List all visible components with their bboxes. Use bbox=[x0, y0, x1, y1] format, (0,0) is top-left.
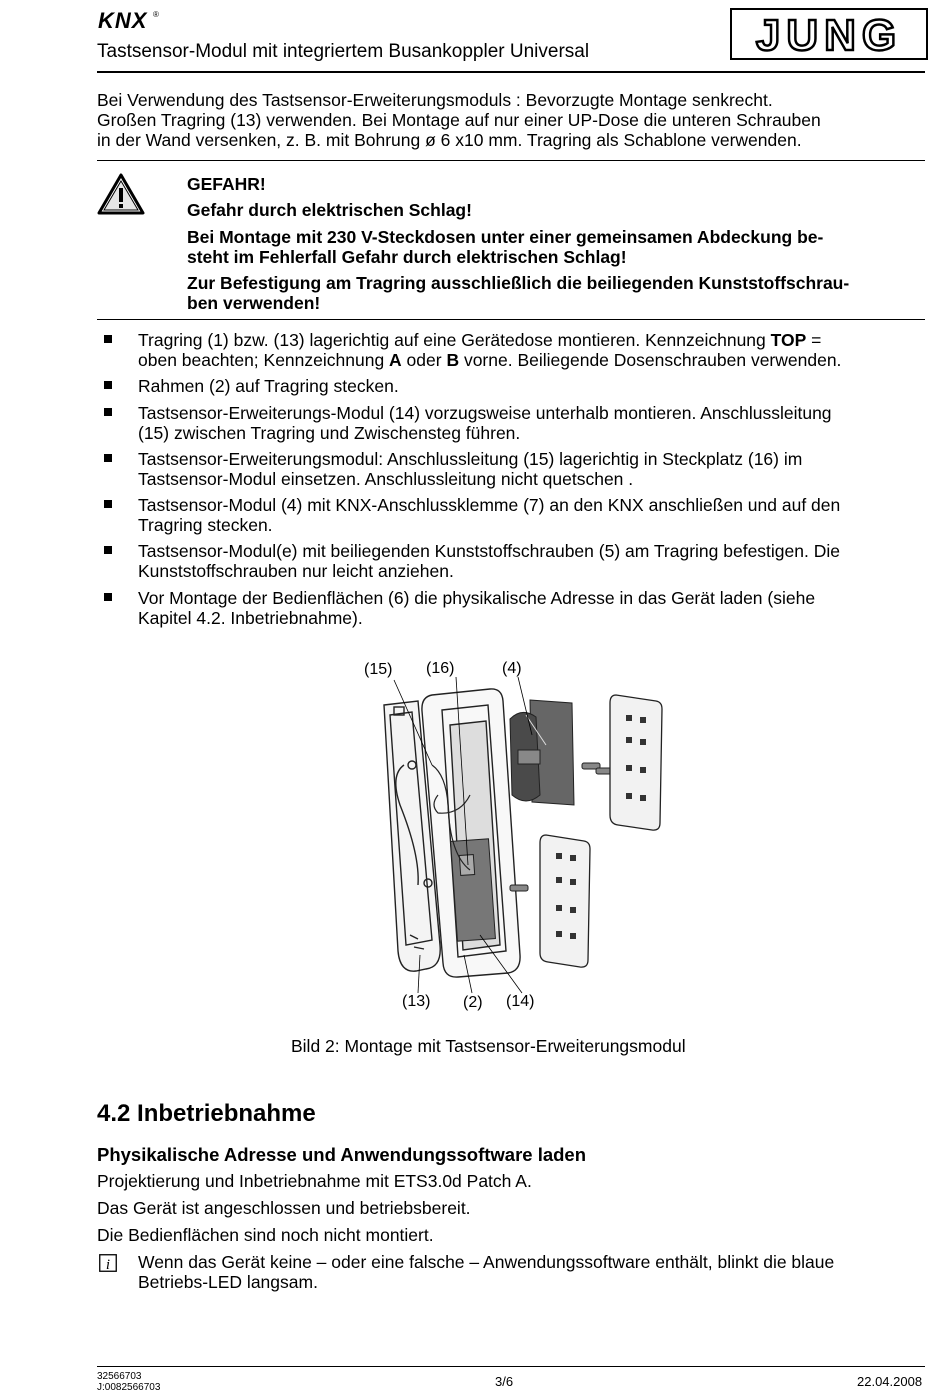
knx-logo-text: KNX bbox=[98, 8, 148, 32]
section-line: Die Bedienflächen sind noch nicht montiert. bbox=[97, 1225, 434, 1245]
bullet-icon bbox=[104, 593, 112, 601]
footer-doc-no: 32566703 bbox=[97, 1371, 142, 1382]
list-item: Tragring (1) bzw. (13) lagerichtig auf eine Gerätedose montieren. Kennzeichnung TOP = oben beachten; Kennzeichnung A oder B vorne. Beiliegende Dosenschrauben verwenden. bbox=[138, 330, 842, 370]
warning-block bbox=[187, 174, 849, 313]
bullet-icon bbox=[104, 546, 112, 554]
footer-date: 22.04.2008 bbox=[857, 1374, 923, 1389]
jung-logo bbox=[730, 8, 928, 60]
figure-caption: Bild 2: Montage mit Tastsensor-Erweiterungsmodul bbox=[291, 1036, 686, 1056]
footer-rule bbox=[97, 1366, 925, 1367]
knx-logo bbox=[97, 6, 167, 32]
svg-text:i: i bbox=[105, 1257, 111, 1272]
intro-line: Bei Verwendung des Tastsensor-Erweiterungsmoduls : Bevorzugte Montage senkrecht. bbox=[97, 90, 773, 110]
bullet-icon bbox=[104, 335, 112, 343]
section-line: Das Gerät ist angeschlossen und betriebsbereit. bbox=[97, 1198, 471, 1218]
list-item: Rahmen (2) auf Tragring stecken. bbox=[138, 376, 399, 396]
header-rule bbox=[97, 71, 925, 73]
figure-label-15: (15) bbox=[364, 661, 393, 678]
bullet-icon bbox=[104, 500, 112, 508]
sensor-module-drawing bbox=[510, 700, 574, 805]
knx-logo-graphic bbox=[97, 6, 167, 32]
list-item: Tastsensor-Erweiterungsmodul: Anschlussleitung (15) lagerichtig in Steckplatz (16) im Tastsensor-Modul einsetzen. Anschlussleitung nicht quetschen . bbox=[138, 449, 803, 489]
assembly-figure bbox=[360, 655, 680, 1025]
section-heading: 4.2 Inbetriebnahme bbox=[97, 1100, 316, 1127]
list-item: Tastsensor-Modul (4) mit KNX-Anschlussklemme (7) an den KNX anschließen und auf den Tragring stecken. bbox=[138, 495, 841, 535]
footer-job-no: J:0082566703 bbox=[97, 1382, 161, 1393]
figure-label-4: (4) bbox=[502, 660, 522, 677]
intro-line: in der Wand versenken, z. B. mit Bohrung ø 6 x10 mm. Tragring als Schablone verwenden. bbox=[97, 130, 802, 150]
figure-label-14: (14) bbox=[506, 993, 535, 1010]
list-item: Tastsensor-Erweiterungs-Modul (14) vorzugsweise unterhalb montieren. Anschlussleitung (15) zwischen Tragring und Zwischensteg führen. bbox=[138, 403, 832, 443]
header-title: Tastsensor-Modul mit integriertem Busankoppler Universal bbox=[97, 41, 590, 62]
svg-text:®: ® bbox=[153, 10, 159, 19]
section-subheading: Physikalische Adresse und Anwendungssoftware laden bbox=[97, 1144, 587, 1165]
footer-doc-numbers bbox=[97, 1371, 160, 1393]
warning-title: GEFAHR! bbox=[187, 174, 266, 194]
warning-p2-line2: ben verwenden! bbox=[187, 293, 321, 313]
list-item: Tastsensor-Modul(e) mit beiliegenden Kunststoffschrauben (5) am Tragring befestigen. Die Kunststoffschrauben nur leicht anziehen. bbox=[138, 541, 840, 581]
warning-subtitle: Gefahr durch elektrischen Schlag! bbox=[187, 200, 472, 220]
info-icon bbox=[99, 1254, 117, 1272]
warning-triangle-icon bbox=[97, 172, 145, 216]
section-line: Projektierung und Inbetriebnahme mit ETS3.0d Patch A. bbox=[97, 1171, 532, 1191]
figure-label-2: (2) bbox=[463, 994, 483, 1011]
figure-label-13: (13) bbox=[402, 993, 431, 1010]
warning-p1-line2: steht im Fehlerfall Gefahr durch elektrischen Schlag! bbox=[187, 247, 627, 267]
jung-logo-text: JUNG bbox=[755, 11, 903, 60]
list-item: Vor Montage der Bedienflächen (6) die physikalische Adresse in das Gerät laden (siehe Kapitel 4.2. Inbetriebnahme). bbox=[138, 588, 816, 628]
bullet-icon bbox=[104, 408, 112, 416]
info-note: Wenn das Gerät keine – oder eine falsche – Anwendungssoftware enthält, blinkt die blaue Betriebs-LED langsam. bbox=[138, 1252, 835, 1292]
bullet-icon bbox=[104, 381, 112, 389]
footer-page-number: 3/6 bbox=[495, 1374, 514, 1389]
figure-label-16: (16) bbox=[426, 660, 455, 677]
warning-p1-line1: Bei Montage mit 230 V-Steckdosen unter einer gemeinsamen Abdeckung be- bbox=[187, 227, 824, 247]
warning-rule bbox=[97, 319, 925, 320]
assembly-drawing bbox=[360, 655, 680, 1025]
bullet-icon bbox=[104, 454, 112, 462]
warning-p2-line1: Zur Befestigung am Tragring ausschließlich die beiliegenden Kunststoffschrau- bbox=[187, 273, 850, 293]
intro-paragraph bbox=[97, 90, 821, 150]
intro-rule bbox=[97, 160, 925, 161]
intro-line: Großen Tragring (13) verwenden. Bei Montage auf nur einer UP-Dose die unteren Schrauben bbox=[97, 110, 821, 130]
